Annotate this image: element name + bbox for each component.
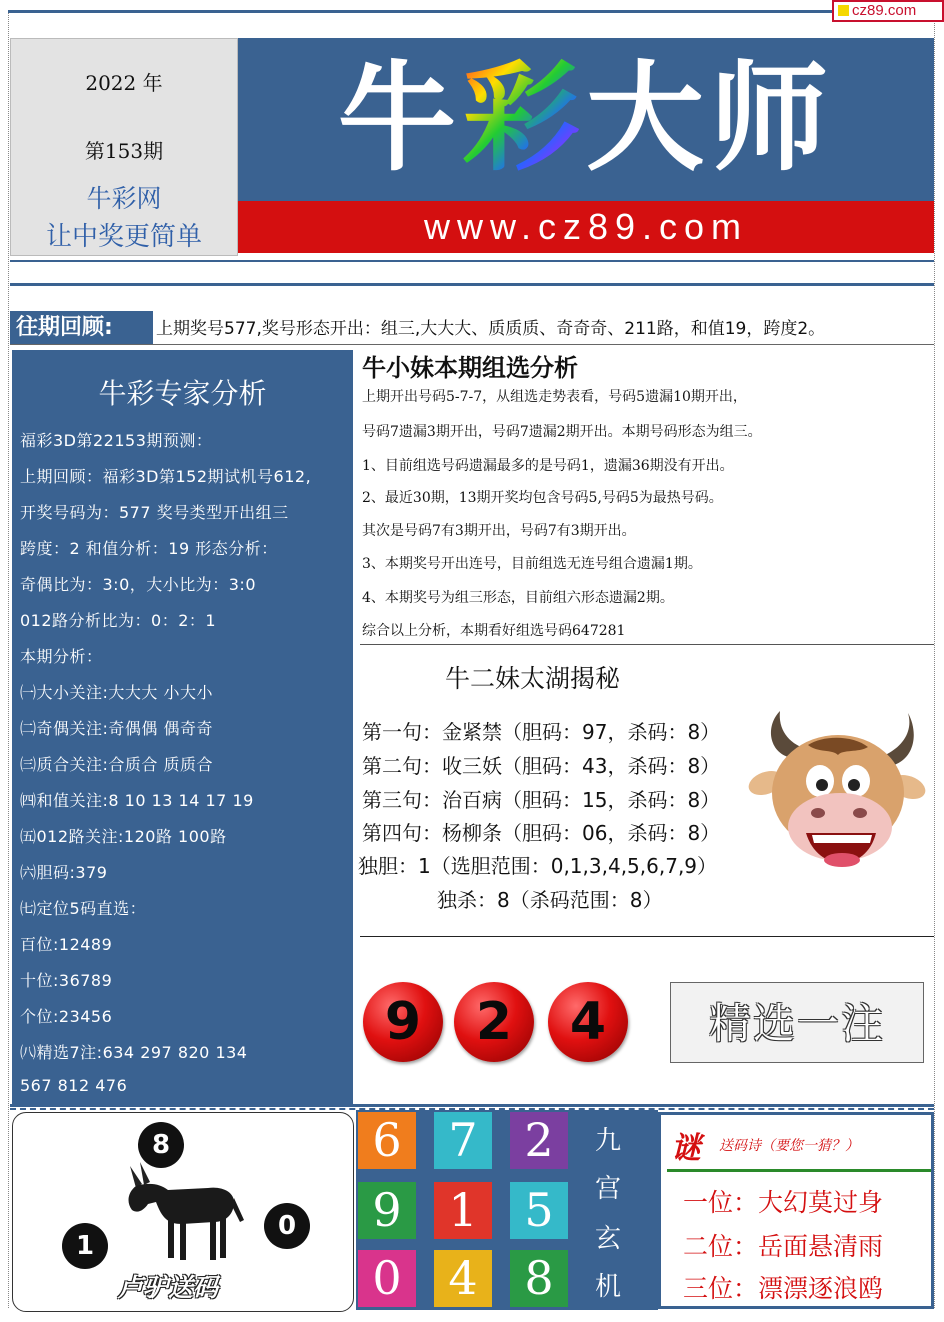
analysis-line: 4、本期奖号为组三形态，目前组六形态遗漏2期。 xyxy=(362,590,674,606)
expert-line: 012路分析比为：0：2：1 xyxy=(20,611,217,630)
bull-mascot-icon xyxy=(748,705,926,885)
review-label: 往期回顾: xyxy=(10,311,153,344)
grid-cell: 5 xyxy=(510,1182,568,1239)
donkey-ball: 1 xyxy=(62,1223,108,1269)
donkey-ball: 8 xyxy=(138,1122,184,1168)
square-icon xyxy=(838,5,849,16)
expert-title: 牛彩专家分析 xyxy=(98,377,267,410)
riddle-mark: 谜 xyxy=(671,1131,701,1166)
expert-line: ㈠大小关注:大大大 小大小 xyxy=(20,683,213,702)
header-rule-2 xyxy=(10,283,934,286)
past-review xyxy=(10,311,934,344)
analysis-line: 1、目前组选号码遗漏最多的是号码1，遗漏36期没有开出。 xyxy=(362,458,734,474)
expert-line: 百位:12489 xyxy=(20,935,113,954)
riddle-line: 第一句：金紧禁（胆码：97，杀码：8） xyxy=(362,720,721,744)
poem-head xyxy=(671,1123,701,1167)
expert-line: ㈧精选7注:634 297 820 134 xyxy=(20,1043,248,1062)
header-rule xyxy=(10,260,934,262)
url-banner[interactable] xyxy=(238,201,934,253)
review-rule xyxy=(10,344,934,345)
expert-line: 福彩3D第22153期预测： xyxy=(20,431,213,450)
poem-line: 一位：大幻莫过身 xyxy=(683,1188,884,1217)
grid-title-char: 宫 xyxy=(595,1174,622,1204)
bottom-rule xyxy=(10,1104,934,1107)
analysis-line: 上期开出号码5-7-7，从组选走势表看，号码5遗漏10期开出， xyxy=(362,389,747,405)
site-tag-text: cz89.com xyxy=(852,2,917,19)
pick-ball xyxy=(548,982,628,1062)
pick-ball xyxy=(454,982,534,1062)
grid-title-char: 玄 xyxy=(595,1224,622,1254)
grid-title-char: 机 xyxy=(595,1272,622,1302)
expert-line: ㈣和值关注:8 10 13 14 17 19 xyxy=(20,791,254,810)
grid-cell: 9 xyxy=(358,1182,416,1239)
riddle-line: 独杀：8（杀码范围：8） xyxy=(437,888,663,912)
grid-cell: 1 xyxy=(434,1182,492,1239)
analysis-rule xyxy=(360,644,934,645)
expert-line: 567 812 476 xyxy=(20,1076,128,1095)
riddle-line: 第二句：收三妖（胆码：43，杀码：8） xyxy=(362,754,721,778)
top-rule xyxy=(8,10,933,13)
expert-line: 跨度：2 和值分析：19 形态分析： xyxy=(20,539,278,558)
grid-cell: 6 xyxy=(358,1112,416,1169)
pick-ball xyxy=(363,982,443,1062)
expert-line: ㈡奇偶关注:奇偶偶 偶奇奇 xyxy=(20,719,213,738)
poem-subtitle: 送码诗（要您一猜？） xyxy=(719,1138,859,1154)
grid-title-char: 九 xyxy=(595,1126,622,1156)
code-poem-box xyxy=(658,1112,934,1309)
grid-cell: 4 xyxy=(434,1250,492,1307)
expert-line: 奇偶比为：3:0，大小比为：3:0 xyxy=(20,575,257,594)
analysis-title: 牛小妹本期组选分析 xyxy=(362,354,578,382)
expert-line: 十位:36789 xyxy=(20,971,113,990)
expert-line: 开奖号码为：577 奖号类型开出组三 xyxy=(20,503,289,522)
riddle-line: 第四句：杨柳条（胆码：06，杀码：8） xyxy=(362,821,721,845)
expert-line: ㈥胆码:379 xyxy=(20,863,108,882)
donkey-caption: 卢驴送码 xyxy=(118,1273,219,1302)
right-dotted-border xyxy=(934,13,935,1308)
title-part-rainbow: 彩 xyxy=(461,49,586,187)
grid-cell: 0 xyxy=(358,1250,416,1307)
analysis-line: 号码7遗漏3期开出，号码7遗漏2期开出。本期号码形态为组三。 xyxy=(362,424,762,440)
review-text: 上期奖号577,奖号形态开出：组三,大大大、质质质、奇奇奇、211路，和值19，跨度2。 xyxy=(156,319,826,339)
analysis-line: 综合以上分析，本期看好组选号码647281 xyxy=(362,623,626,639)
grid-cell: 7 xyxy=(434,1112,492,1169)
donkey-icon xyxy=(122,1158,246,1270)
expert-line: ㈤012路关注:120路 100路 xyxy=(20,827,227,846)
issue-info-box xyxy=(10,38,238,256)
slogan: 让中奖更简单 xyxy=(45,222,202,252)
grid-cell: 8 xyxy=(510,1250,568,1307)
poem-rule xyxy=(667,1169,931,1172)
donkey-ball: 0 xyxy=(264,1203,310,1249)
year: 2022 年 xyxy=(85,71,163,95)
title-banner xyxy=(238,38,934,201)
ball-number: 2 xyxy=(475,992,513,1052)
analysis-line: 2、最近30期，13期开奖均包含号码5,号码5为最热号码。 xyxy=(362,490,723,506)
site-url[interactable]: www.cz89.com xyxy=(423,206,749,247)
poem-line: 三位：漂漂逐浪鸥 xyxy=(683,1274,884,1303)
expert-line: ㈢质合关注:合质合 质质合 xyxy=(20,755,213,774)
poem-line: 二位：岳面悬清雨 xyxy=(683,1232,884,1261)
riddle-line: 第三句：治百病（胆码：15，杀码：8） xyxy=(362,788,721,812)
pick-label-box: 精选一注 xyxy=(670,982,924,1063)
title-part-1: 牛 xyxy=(337,49,462,187)
analysis-line: 其次是号码7有3期开出，号码7有3期开出。 xyxy=(362,523,636,539)
riddle-rule xyxy=(360,936,934,937)
riddle-line: 独胆：1（选胆范围：0,1,3,4,5,6,7,9） xyxy=(358,854,718,878)
site-tag[interactable] xyxy=(832,0,944,22)
expert-line: 本期分析： xyxy=(20,647,103,666)
expert-analysis-panel xyxy=(12,350,353,1105)
ball-number: 9 xyxy=(384,992,422,1052)
grid-cell: 2 xyxy=(510,1112,568,1169)
expert-line: 上期回顾：福彩3D第152期试机号612, xyxy=(20,467,312,486)
analysis-line: 3、本期奖号开出连号，目前组选无连号组合遗漏1期。 xyxy=(362,556,702,572)
expert-line: 个位:23456 xyxy=(20,1007,113,1026)
site-name: 牛彩网 xyxy=(86,184,162,213)
issue-number: 第153期 xyxy=(84,139,164,163)
page-title xyxy=(238,48,934,188)
title-part-2: 大师 xyxy=(586,49,835,187)
expert-line: ㈦定位5码直选： xyxy=(20,899,147,918)
riddle-title: 牛二妹太湖揭秘 xyxy=(445,664,621,693)
left-dotted-border xyxy=(8,13,9,1308)
ball-number: 4 xyxy=(569,992,607,1052)
